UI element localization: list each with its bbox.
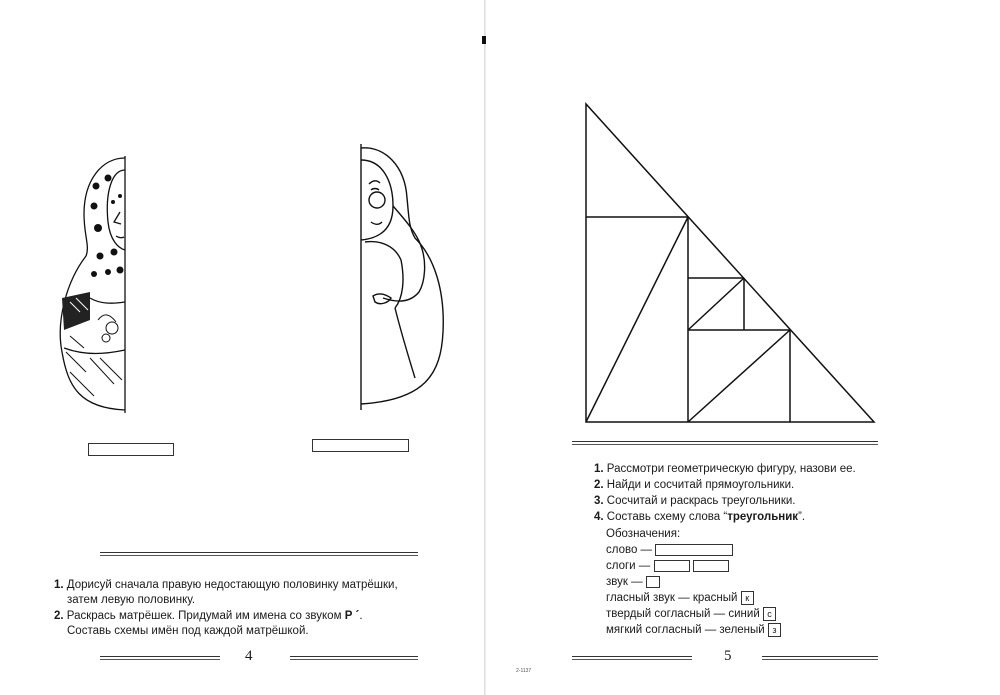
legend-hard-row	[606, 606, 966, 622]
legend-vowel-label: гласный звук — красный	[606, 592, 738, 604]
footer-rule-left-a	[100, 656, 220, 657]
task-text: Составь схемы имён под каждой матрёшкой.	[67, 625, 309, 637]
task-text: Составь схему слова “	[606, 511, 728, 523]
right-page	[486, 0, 1000, 695]
name-scheme-box-right[interactable]	[312, 439, 409, 452]
legend-soft-label: мягкий согласный — зеленый	[606, 624, 765, 636]
task-number: 2.	[594, 479, 604, 491]
page-number-left: 4	[245, 648, 253, 664]
left-task-2	[54, 609, 474, 639]
soft-letter-box: з	[768, 623, 781, 637]
legend-sound-row	[606, 574, 966, 590]
task-text: Сосчитай и раскрась треугольники.	[606, 495, 796, 507]
task-text: Рассмотри геометрическую фигуру, назови ее.	[606, 463, 856, 475]
divider-left	[100, 552, 418, 553]
task-number: 1.	[54, 579, 64, 591]
right-task-3	[594, 493, 974, 509]
footer-rule-right-b	[762, 656, 878, 657]
sentence-period: .	[359, 610, 363, 622]
legend-hard-label: твердый согласный — синий	[606, 608, 760, 620]
legend	[606, 526, 966, 638]
right-task-4	[594, 509, 974, 525]
right-tasks	[594, 461, 974, 525]
task-text: Раскрась матрёшек. Придумай им имена со звуком	[66, 610, 342, 622]
divider-right	[572, 441, 878, 442]
page-number-right: 5	[724, 648, 732, 664]
matryoshka-right-half-drawing	[355, 142, 450, 412]
legend-syllables-label: слоги —	[606, 560, 651, 572]
task-text: затем левую половинку.	[67, 594, 196, 606]
word-box[interactable]	[655, 544, 733, 556]
legend-title: Обозначения:	[606, 528, 681, 540]
legend-soft-row	[606, 622, 966, 638]
left-task-1	[54, 578, 474, 608]
footer-rule-right-a	[572, 656, 692, 657]
right-task-1	[594, 461, 974, 477]
legend-vowel-row	[606, 590, 966, 606]
task-text-end: ”.	[798, 511, 806, 523]
print-code: 2-1137	[516, 668, 532, 674]
sound-label: Р ´	[344, 610, 360, 622]
vowel-letter-box: к	[741, 591, 754, 605]
sound-box[interactable]	[646, 576, 660, 588]
legend-sound-label: звук —	[606, 576, 643, 588]
target-word: треугольник	[727, 511, 799, 523]
legend-syllables-row	[606, 558, 966, 574]
task-number: 4.	[594, 511, 604, 523]
matryoshka-left-half-drawing	[50, 152, 140, 417]
geometric-triangle-figure	[586, 100, 886, 430]
left-page	[0, 0, 486, 695]
legend-word-label: слово —	[606, 544, 653, 556]
task-text: Найди и сосчитай прямоугольники.	[606, 479, 795, 491]
legend-word-row	[606, 542, 966, 558]
footer-rule-left-b	[290, 656, 418, 657]
hard-letter-box: с	[763, 607, 776, 621]
task-number: 3.	[594, 495, 604, 507]
task-text: Дорисуй сначала правую недостающую половинку матрёшки,	[66, 579, 398, 591]
syllable-box[interactable]	[654, 560, 690, 572]
task-number: 2.	[54, 610, 64, 622]
task-number: 1.	[594, 463, 604, 475]
right-task-2	[594, 477, 974, 493]
syllable-box[interactable]	[693, 560, 729, 572]
name-scheme-box-left[interactable]	[88, 443, 174, 456]
